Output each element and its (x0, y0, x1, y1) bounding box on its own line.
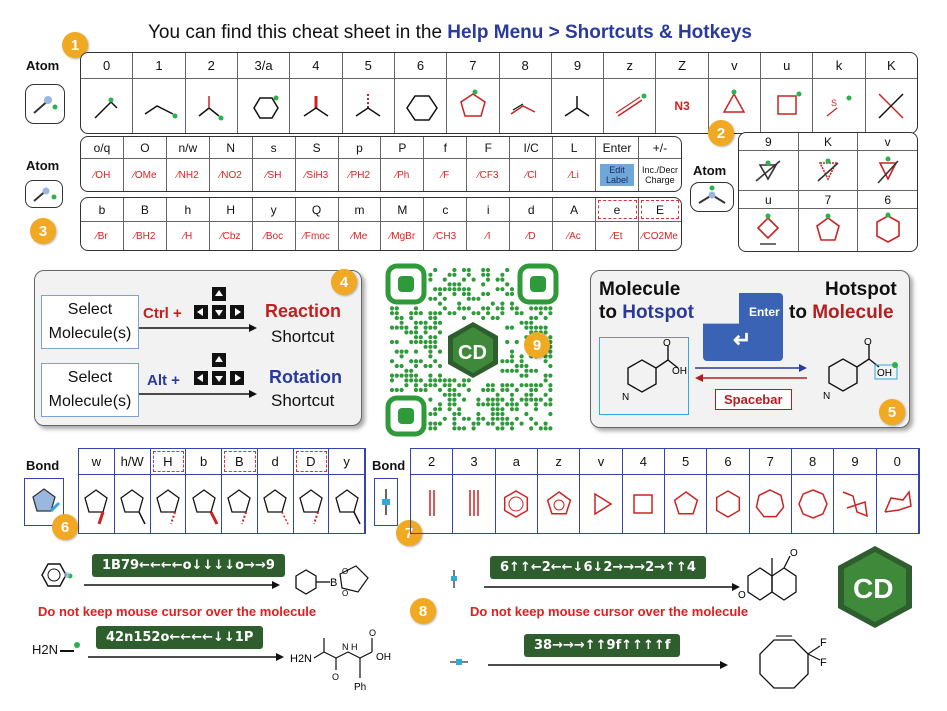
bond-key-7: y (329, 449, 365, 474)
atom-key-8: 8 (500, 53, 552, 78)
atom-key-10: z (604, 53, 656, 78)
title-prefix: You can find this cheat sheet in the (148, 22, 448, 43)
bond-cell-1 (115, 475, 151, 533)
atom-key-row2-2: n/w (167, 137, 210, 158)
atom-key-row3-12: e (596, 198, 639, 221)
ring-bond-cell-6 (665, 475, 707, 533)
hotspot-label: Hotspot (825, 279, 897, 300)
arrow-left-red-icon (695, 373, 807, 383)
atom-key-1: 1 (133, 53, 185, 78)
wieland-miescher-ketone (738, 540, 828, 610)
bond-tool-icon-2[interactable] (374, 478, 398, 526)
ring-key-5: 6 (884, 192, 892, 207)
ring-bond-key-7: 6 (707, 449, 749, 474)
ctrl-label: Ctrl + (143, 305, 182, 322)
ala-phe-dipeptide (290, 622, 410, 702)
atom-key-row2-1: O (124, 137, 167, 158)
ring-key-3: u (739, 191, 799, 208)
bond-shortcut-table-1 (78, 448, 366, 534)
bond-cell-5 (258, 475, 294, 533)
atom-key-row2-0: o/q (81, 137, 124, 158)
svg-text:OH: OH (376, 652, 391, 663)
badge-7: 7 (396, 520, 422, 546)
badge-6: 6 (52, 514, 78, 540)
atom-label: Atom (26, 58, 60, 73)
ring-bond-cell-10 (834, 475, 876, 533)
ring-bond-key-5: 4 (623, 449, 665, 474)
group-label: ⁄Ph (395, 169, 410, 181)
atom-key-row3-1: B (124, 198, 167, 221)
group-label: ⁄OH (93, 169, 111, 181)
ring-bond-key-8: 7 (750, 449, 792, 474)
n3-label: N3 (674, 99, 690, 113)
atom-tool-icon[interactable] (25, 84, 65, 124)
shortcut-panel-hotspot (590, 270, 910, 428)
group-label: ⁄MgBr (389, 230, 416, 242)
atom-key-11: Z (656, 53, 708, 78)
atom-key-9: 9 (552, 53, 604, 78)
qr-code[interactable] (384, 262, 562, 438)
arrow-ex-3 (88, 652, 284, 662)
atom-group-row3-11 (553, 222, 596, 250)
group-label: ⁄Ac (567, 230, 581, 242)
atom-group-row3-13 (639, 222, 681, 250)
arrow-right-icon-1 (139, 323, 257, 333)
arrow-ex-1 (84, 580, 280, 590)
key-sequence-2: 6↑↑←2←←↓6↓2→→→2→↑↑4 (490, 556, 706, 579)
badge-8: 8 (410, 598, 436, 624)
reaction-label: Reaction (265, 301, 342, 321)
bond-label-2: Bond (372, 458, 406, 473)
benzene-start-icon (32, 556, 76, 596)
atom-shortcut-cell-14 (813, 79, 865, 133)
arrow-right-blue-icon (695, 363, 807, 373)
atom-key-row3-10: d (510, 198, 553, 221)
atom-group-row2-1 (124, 159, 167, 191)
atom-group-row2-7 (381, 159, 424, 191)
group-label: ⁄H (183, 230, 193, 242)
shortcut-label-1: Shortcut (271, 327, 335, 346)
atom-group-row2-8 (424, 159, 467, 191)
atom-group-row2-4 (253, 159, 296, 191)
atom-key-5: 5 (343, 53, 395, 78)
badge-9: 9 (524, 332, 550, 358)
ring-bond-cell-2 (496, 475, 538, 533)
atom-label-3: Atom (693, 163, 727, 178)
atom-group-row2-6 (339, 159, 382, 191)
atom-key-0: 0 (81, 53, 133, 78)
atom-group-row3-5 (296, 222, 339, 250)
atom-key-row3-8: c (424, 198, 467, 221)
select-molecules-box-1: Select Molecule(s) (41, 295, 139, 349)
key-sequence-1: 1B79←←←←o↓↓↓↓o→→9 (92, 554, 285, 577)
atom-label-2: Atom (26, 158, 60, 173)
atom-key-row2-3: N (210, 137, 253, 158)
atom-key-15: K (887, 58, 896, 73)
atom-group-row3-7 (381, 222, 424, 250)
group-label: ⁄Boc (264, 230, 284, 242)
atom-group-row3-10 (510, 222, 553, 250)
atom-shortcut-cell-11 (656, 79, 708, 133)
key-sequence-4: 38→→→↑↑9f↑↑↑↑f (524, 634, 680, 657)
ring-bond-key-4: v (580, 449, 622, 474)
chemdraw-logo (834, 544, 916, 630)
atom-key-row2-11: L (553, 137, 596, 158)
ring-bond-key-9: 8 (792, 449, 834, 474)
atom-key-row3-0: b (81, 198, 124, 221)
atom-key-13: u (761, 53, 813, 78)
bond-key-1: h/W (115, 449, 151, 474)
svg-text:CD: CD (458, 342, 487, 364)
ring-cell-u (739, 209, 799, 251)
atom-key-14: k (813, 53, 865, 78)
atom-shortcut-cell-4 (290, 79, 342, 133)
atom-key-row2-7: P (381, 137, 424, 158)
atom-key-4: 4 (290, 53, 342, 78)
atom-key-row3-5: Q (296, 198, 339, 221)
ring-bond-cell-8 (750, 475, 792, 533)
atom-group-row3-8 (424, 222, 467, 250)
rotation-label: Rotation (269, 367, 342, 387)
bond-key-5: d (258, 449, 294, 474)
svg-text:O: O (790, 548, 798, 559)
shortcut-panel-reaction-rotation (34, 270, 362, 426)
group-label: ⁄Fmoc (303, 230, 330, 242)
atom-group-row3-0 (81, 222, 124, 250)
atom-group-row3-1 (124, 222, 167, 250)
svg-text:N: N (823, 391, 831, 402)
ring-cell-7 (799, 209, 859, 251)
bond-cell-7 (329, 475, 365, 533)
atom-shortcut-cell-8 (500, 79, 552, 133)
ring-bond-cell-9 (792, 475, 834, 533)
atom-group-row2-9 (467, 159, 510, 191)
ring-bond-cell-1 (453, 475, 495, 533)
warning-text-1: Do not keep mouse cursor over the molecule (38, 604, 317, 619)
atom-key-row3-2: h (167, 198, 210, 221)
ring-atom-tool-icon[interactable] (690, 182, 734, 212)
bond-key-2: H (151, 449, 187, 474)
select-molecules-box-2: Select Molecule(s) (41, 363, 139, 417)
ring-bond-cell-7 (707, 475, 749, 533)
atom-key-row3-6: m (339, 198, 382, 221)
atom-key-3: 3/a (238, 53, 290, 78)
atom-key-6: 6 (395, 53, 447, 78)
svg-text:F: F (820, 637, 827, 649)
ring-bond-cell-0 (411, 475, 453, 533)
atom-shortcut-cell-15 (866, 79, 917, 133)
oh-label: OH (877, 368, 892, 379)
arrow-keys-icon-1 (193, 287, 245, 321)
ring-cell-9 (739, 151, 799, 190)
arrow-ex-4 (488, 660, 728, 670)
ring-bond-key-0: 2 (411, 449, 453, 474)
atom-shortcut-cell-5 (343, 79, 395, 133)
atom-key-row3-11: A (553, 198, 596, 221)
atom-group-row2-0 (81, 159, 124, 191)
svg-text:F: F (820, 657, 827, 669)
atom-key-row2-6: p (339, 137, 382, 158)
atom-group-row3-3 (210, 222, 253, 250)
ring-cell-6 (858, 209, 917, 251)
atom-key-row2-9: F (467, 137, 510, 158)
bond-cell-6 (294, 475, 330, 533)
atom-shortcut-cell-10 (604, 79, 656, 133)
atom-key-row2-4: s (253, 137, 296, 158)
atom-group-row2-11 (553, 159, 596, 191)
svg-text:N: N (622, 392, 630, 403)
atom-tool-icon-2[interactable] (25, 180, 63, 208)
bond-key-3: b (186, 449, 222, 474)
group-label: ⁄PH2 (348, 169, 371, 181)
svg-text:OH: OH (672, 366, 687, 377)
svg-text:N H: N H (342, 642, 358, 652)
svg-text:O: O (342, 589, 349, 598)
group-label: ⁄NO2 (219, 169, 242, 181)
ring-bond-cell-3 (538, 475, 580, 533)
atom-group-row2-13 (639, 159, 681, 191)
bond-shortcut-table-2 (410, 448, 920, 534)
warning-text-2: Do not keep mouse cursor over the molecule (470, 604, 749, 619)
bond-key-4: B (222, 449, 258, 474)
ring-bond-key-1: 3 (453, 449, 495, 474)
svg-text:Ph: Ph (354, 682, 367, 693)
title-menu-path: Help Menu > Shortcuts & Hotkeys (447, 22, 752, 43)
group-label: ⁄Cl (525, 169, 537, 181)
group-label: ⁄SiH3 (304, 169, 329, 181)
atom-group-row3-4 (253, 222, 296, 250)
ring-key-4: 7 (799, 191, 859, 208)
bond-cell-0 (79, 475, 115, 533)
svg-text:CD: CD (853, 573, 894, 604)
atom-key-row3-9: i (467, 198, 510, 221)
atom-key-row2-8: f (424, 137, 467, 158)
atom-shortcut-table-2 (80, 136, 682, 192)
group-label: ⁄SH (265, 169, 282, 181)
atom-shortcut-cell-2 (186, 79, 238, 133)
return-arrow-icon: ↵ (733, 327, 752, 352)
ring-shortcut-table (738, 132, 918, 252)
ring-cell-v (858, 151, 917, 190)
atom-group-row3-6 (339, 222, 382, 250)
group-label: ⁄CO2Me (641, 230, 678, 242)
bond-key-0: w (79, 449, 115, 474)
atom-shortcut-cell-6 (395, 79, 447, 133)
badge-2: 2 (708, 120, 734, 146)
svg-text:S: S (831, 98, 838, 108)
bond-cell-2 (151, 475, 187, 533)
atom-key-row2-12: Enter (596, 137, 639, 158)
ring-bond-cell-5 (623, 475, 665, 533)
group-label: ⁄Et (611, 230, 623, 242)
ring-bond-cell-11 (877, 475, 919, 533)
atom-key-2: 2 (186, 53, 238, 78)
group-label: ⁄Me (351, 230, 368, 242)
group-label: ⁄Li (569, 169, 579, 181)
svg-text:O: O (864, 337, 872, 348)
alt-label: Alt + (147, 372, 180, 389)
difluoro-cyclooctyne (748, 620, 838, 704)
atom-shortcut-cell-1 (133, 79, 185, 133)
atom-shortcut-cell-7 (447, 79, 499, 133)
group-label: ⁄BH2 (134, 230, 156, 242)
atom-shortcut-cell-3 (238, 79, 290, 133)
bond-cell-3 (186, 475, 222, 533)
group-label: ⁄F (441, 169, 450, 181)
ring-key-0: 9 (739, 133, 799, 150)
bond-cell-4 (222, 475, 258, 533)
spacebar-key: Spacebar (715, 389, 792, 410)
atom-key-row3-13: E (639, 198, 681, 221)
group-label: ⁄CF3 (477, 169, 499, 181)
svg-text:O: O (332, 672, 340, 682)
atom-group-row3-12 (596, 222, 639, 250)
svg-text:O: O (342, 567, 349, 576)
molecule-to-hotspot-label: to Hotspot (599, 302, 694, 323)
key-sequence-3: 42n152o←←←←↓↓1P (96, 626, 263, 649)
group-label: ⁄D (526, 230, 536, 242)
group-label: ⁄I (486, 230, 491, 242)
bond-key-6: D (294, 449, 330, 474)
ring-key-1: K (799, 133, 859, 150)
nicotinic-acid-selected (599, 337, 689, 415)
bond-label-1: Bond (26, 458, 60, 473)
atom-key-row2-10: I/C (510, 137, 553, 158)
atom-group-row2-2 (167, 159, 210, 191)
svg-text:O: O (663, 338, 671, 349)
ring-key-2: v (884, 134, 891, 149)
atom-key-row3-7: M (381, 198, 424, 221)
group-label: ⁄NH2 (176, 169, 199, 181)
atom-shortcut-table-3 (80, 197, 682, 251)
atom-key-7: 7 (447, 53, 499, 78)
arrow-ex-2 (484, 582, 740, 592)
atom-key-row2-13: +/- (652, 140, 668, 155)
atom-key-row3-3: H (210, 198, 253, 221)
ring-bond-key-3: z (538, 449, 580, 474)
svg-text:O: O (738, 590, 746, 601)
phenyl-boronic-ester (288, 552, 378, 612)
enter-key-label: Enter (749, 305, 780, 319)
atom-key-row2-5: S (296, 137, 339, 158)
badge-4: 4 (331, 269, 357, 295)
atom-group-row2-3 (210, 159, 253, 191)
group-label: ⁄OMe (133, 169, 157, 181)
bond-start-icon-2 (448, 656, 470, 668)
atom-group-row2-12 (596, 159, 639, 191)
svg-text:H2N: H2N (290, 653, 313, 665)
shortcut-label-2: Shortcut (271, 391, 335, 410)
ring-bond-key-2: a (496, 449, 538, 474)
badge-1: 1 (62, 32, 88, 58)
svg-text:O: O (369, 628, 377, 638)
atom-key-12: v (709, 53, 761, 78)
group-label: ⁄CH3 (434, 230, 457, 242)
atom-key-row3-4: y (253, 198, 296, 221)
bond-start-icon-1 (448, 568, 460, 590)
ring-bond-key-10: 9 (834, 449, 876, 474)
svg-text:B: B (330, 577, 338, 589)
atom-group-row3-2 (167, 222, 210, 250)
page-title (148, 22, 752, 44)
ring-bond-key-11: 0 (877, 449, 919, 474)
edit-label: Edit Label (600, 164, 634, 186)
hotspot-to-molecule-label: to Molecule (789, 302, 894, 323)
ring-cell-K (799, 151, 859, 190)
atom-shortcut-cell-13 (761, 79, 813, 133)
badge-3: 3 (30, 218, 56, 244)
group-label: ⁄Br (96, 230, 108, 242)
ring-bond-cell-4 (580, 475, 622, 533)
amine-start: H2N (32, 642, 80, 657)
badge-5: 5 (879, 399, 905, 425)
group-label: ⁄Cbz (221, 230, 241, 242)
ring-bond-key-6: 5 (665, 449, 707, 474)
charge-label: Inc./Decr Charge (641, 165, 678, 185)
atom-group-row3-9 (467, 222, 510, 250)
atom-shortcut-cell-9 (552, 79, 604, 133)
atom-group-row2-5 (296, 159, 339, 191)
arrow-keys-icon-2 (193, 353, 245, 387)
molecule-label: Molecule (599, 279, 681, 300)
atom-shortcut-table-1 (80, 52, 918, 134)
arrow-right-icon-2 (139, 389, 257, 399)
atom-shortcut-cell-0 (81, 79, 133, 133)
atom-group-row2-10 (510, 159, 553, 191)
